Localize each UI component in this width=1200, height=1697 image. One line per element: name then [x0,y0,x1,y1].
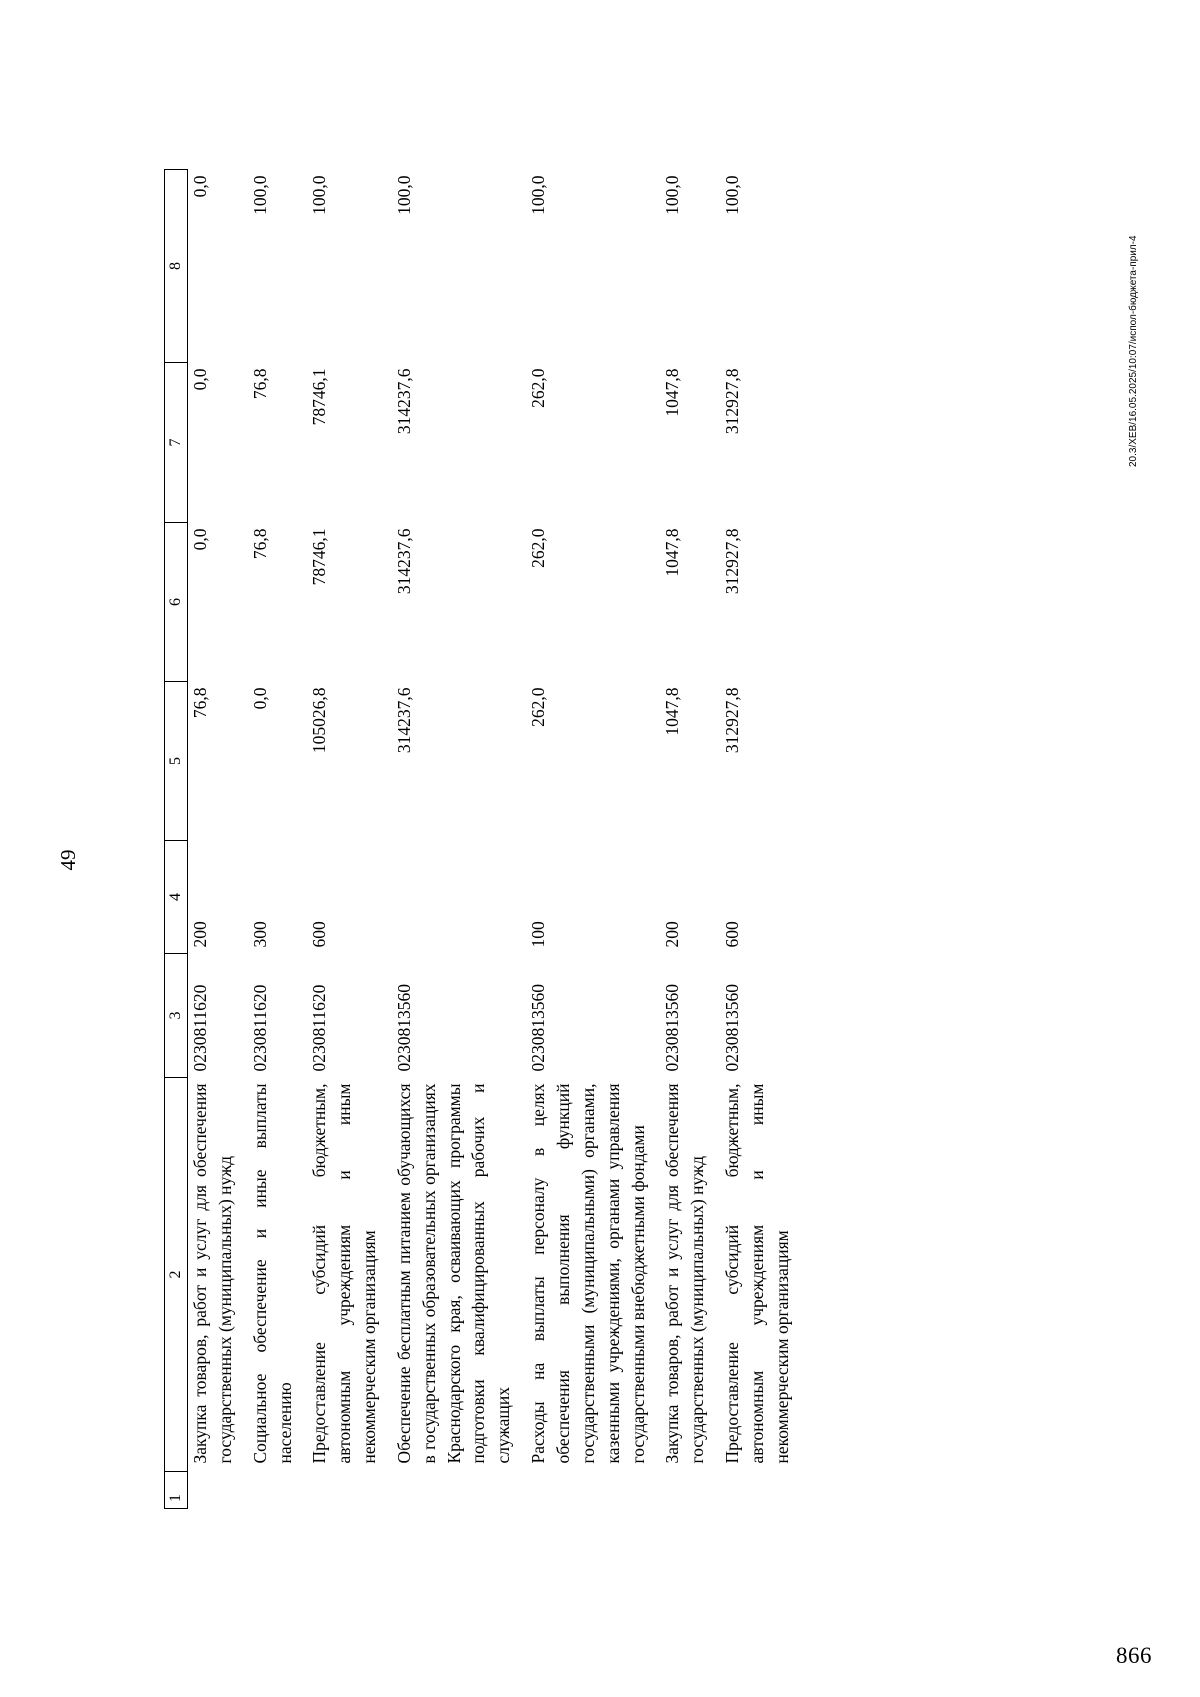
expense-description: Расходы на выплаты персоналу в целях обеспечения выполнения функций государственными (муниципальными) органами, казенными учреждениями, органами управления государственными внебюджетными фондами [528,1083,648,1464]
row-number-cell [305,1472,390,1509]
table-row [188,170,246,1509]
amount-column-7: 78746,1 [309,368,330,426]
target-article-code: 0230811620 [249,984,270,1072]
amount-column-7: 312927,8 [722,368,743,435]
row-number-cell [718,1472,803,1509]
column-header-7: 7 [165,363,188,523]
target-article-code: 0230811620 [190,984,210,1072]
expense-type-code: 200 [190,921,210,948]
amount-column-6: 312927,8 [722,528,743,595]
document-code: 20.3/XEB/16.05.2025/10:07/испол-бюджета-прил-4 [1128,235,1139,467]
expense-description: Обеспечение бесплатным питанием обучающихся в государственных образовательных организациях Краснодарского края, осваивающих программы подготовки квалифицированных рабочих и служащих [393,1083,514,1464]
amount-column-6: 78746,1 [309,528,330,586]
amount-column-6: 76,8 [249,528,270,560]
amount-column-6: 314237,6 [393,528,414,595]
amount-column-5: 1047,8 [662,687,683,736]
amount-column-5: 105026,8 [309,687,330,754]
table-row [718,170,803,1509]
expense-type-code: 100 [528,921,549,948]
row-number-cell [390,1472,524,1509]
amount-column-5: 0,0 [249,687,270,710]
row-number-cell [246,1472,306,1509]
target-article-code: 0230813560 [528,984,549,1072]
row-number-cell [188,1472,246,1509]
expense-type-code: 600 [722,921,743,948]
amount-column-7: 1047,8 [662,368,683,417]
column-header-6: 6 [165,523,188,682]
execution-percent: 0,0 [190,175,210,198]
amount-column-7: 0,0 [190,368,210,391]
expense-description: Социальное обеспечение и иные выплаты населению [249,1083,295,1464]
execution-percent: 100,0 [722,175,743,215]
row-number-cell [524,1472,658,1509]
column-header-2: 2 [165,1078,188,1472]
table-row [524,170,658,1509]
row-number-cell [658,1472,718,1509]
expense-type-code: 200 [662,921,683,948]
amount-column-5: 314237,6 [393,687,414,754]
column-header-5: 5 [165,682,188,841]
execution-percent: 100,0 [662,175,683,215]
expense-type-code: 300 [249,921,270,948]
target-article-code: 0230813560 [662,984,683,1072]
amount-column-6: 1047,8 [662,528,683,577]
expense-type-code: 600 [309,921,330,948]
page-number: 49 [56,849,80,871]
execution-percent: 100,0 [528,175,549,215]
expense-description: Закупка товаров, работ и услуг для обеспечения государственных (муниципальных) нужд [662,1083,708,1464]
target-article-code: 0230813560 [722,984,743,1072]
column-header-1: 1 [165,1472,188,1509]
column-header-3: 3 [165,954,188,1078]
amount-column-7: 76,8 [249,368,270,400]
execution-percent: 100,0 [309,175,330,215]
amount-column-5: 262,0 [528,687,549,727]
table-row [246,170,306,1509]
amount-column-5: 76,8 [190,687,210,719]
column-header-8: 8 [165,170,188,363]
amount-column-5: 312927,8 [722,687,743,754]
amount-column-6: 0,0 [190,528,210,551]
sheet-number: 866 [1116,1643,1152,1668]
expense-description: Закупка товаров, работ и услуг для обеспечения государственных (муниципальных) нужд [190,1083,235,1464]
column-number-header-row [165,170,188,1509]
table-row [658,170,718,1509]
target-article-code: 0230813560 [393,984,414,1072]
execution-percent: 100,0 [393,175,414,215]
column-header-4: 4 [165,841,188,954]
expense-description: Предоставление субсидий бюджетным, автономным учреждениям и иным некоммерческим организациям [309,1083,380,1464]
expense-description: Предоставление субсидий бюджетным, автономным учреждениям и иным некоммерческим организациям [722,1083,792,1464]
execution-percent: 100,0 [249,175,270,215]
budget-execution-table [164,169,803,1509]
table-row [390,170,524,1509]
amount-column-6: 262,0 [528,528,549,568]
table-row [305,170,390,1509]
expense-type-code [390,841,524,954]
amount-column-7: 314237,6 [393,368,414,435]
amount-column-7: 262,0 [528,368,549,408]
target-article-code: 0230811620 [309,984,330,1072]
